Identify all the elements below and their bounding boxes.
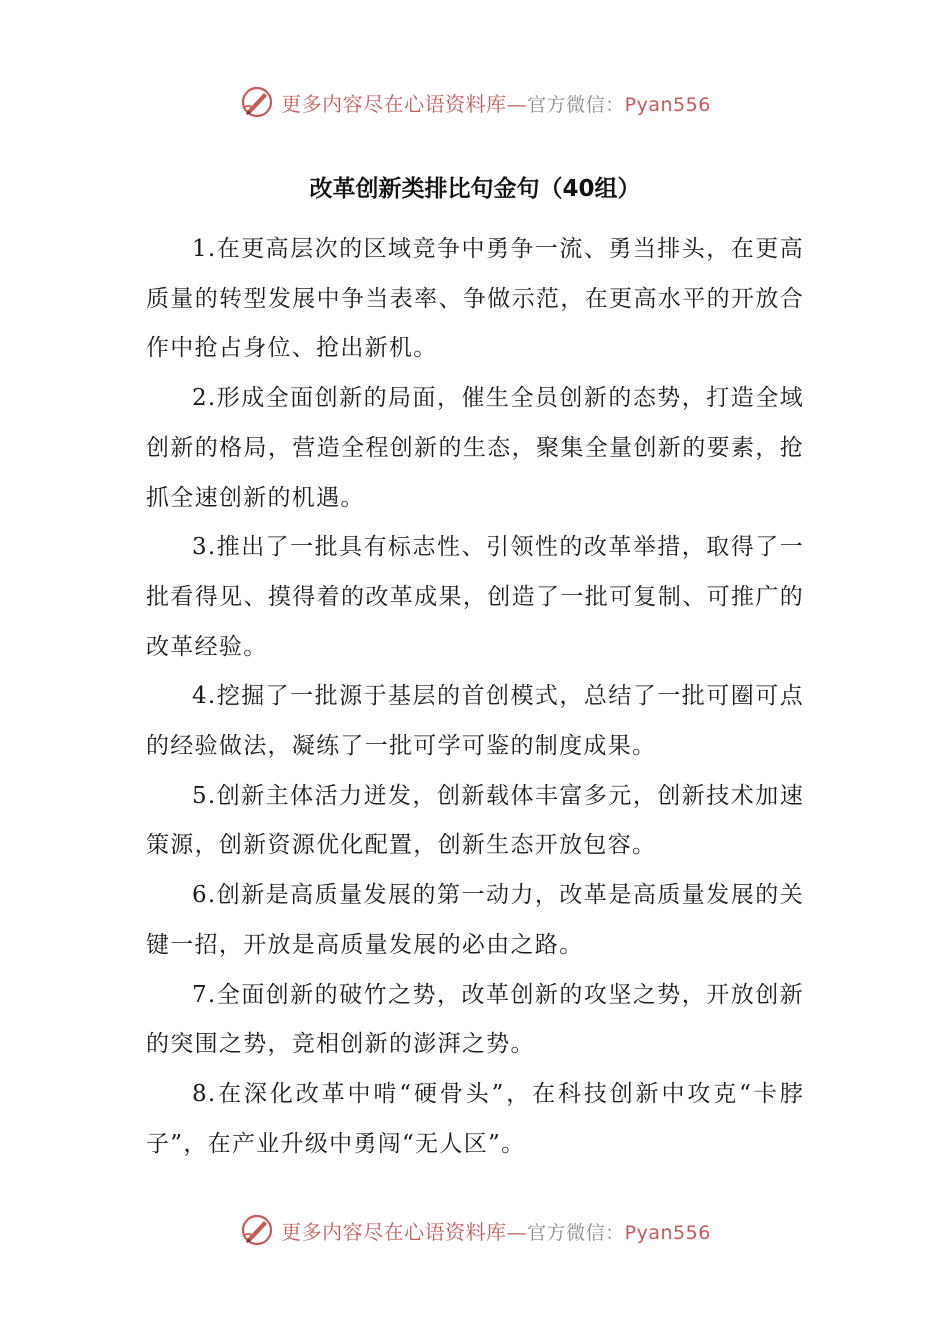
banner-text: [281, 1216, 711, 1245]
banner-separator: —: [506, 1219, 528, 1244]
document-title: 改革创新类排比句金句（40组）: [309, 176, 641, 202]
pen-in-circle-logo-icon: [239, 84, 275, 120]
banner-sub-text: 官方微信：: [527, 1221, 625, 1244]
list-item: 2.形成全面创新的局面，催生全员创新的态势，打造全域创新的格局，营造全程创新的生态，聚集全量创新的要素，抢抓全速创新的机遇。: [146, 385, 804, 511]
banner-separator: —: [506, 91, 528, 116]
banner-main-text: 更多内容尽在心语资料库: [281, 91, 507, 116]
list-item: 8.在深化改革中啃“硬骨头”，在科技创新中攻克“卡脖子”，在产业升级中勇闯“无人区”。: [146, 1080, 804, 1157]
banner-wechat-id: Pyan556: [624, 1221, 711, 1244]
banner-sub-text: 官方微信：: [527, 93, 625, 116]
footer-banner: [0, 1212, 950, 1248]
list-item: 4.挖掘了一批源于基层的首创模式，总结了一批可圈可点的经验做法，凝练了一批可学可鉴的制度成果。: [146, 683, 804, 760]
document-body: [146, 225, 804, 1169]
header-banner: [0, 84, 950, 120]
list-item: 5.创新主体活力迸发，创新载体丰富多元，创新技术加速策源，创新资源优化配置，创新生态开放包容。: [146, 782, 804, 859]
list-item: 1.在更高层次的区域竞争中勇争一流、勇当排头，在更高质量的转型发展中争当表率、争做示范，在更高水平的开放合作中抢占身位、抢出新机。: [146, 236, 804, 362]
banner-wechat-id: Pyan556: [624, 93, 711, 116]
list-item: 7.全面创新的破竹之势，改革创新的攻坚之势，开放创新的突围之势，竞相创新的澎湃之势。: [146, 981, 804, 1058]
list-item: 3.推出了一批具有标志性、引领性的改革举措，取得了一批看得见、摸得着的改革成果，创造了一批可复制、可推广的改革经验。: [146, 534, 804, 660]
banner-main-text: 更多内容尽在心语资料库: [281, 1219, 507, 1244]
banner-text: [281, 88, 711, 117]
pen-in-circle-logo-icon: [239, 1212, 275, 1248]
list-item: 6.创新是高质量发展的第一动力，改革是高质量发展的关键一招，开放是高质量发展的必由之路。: [146, 882, 804, 958]
